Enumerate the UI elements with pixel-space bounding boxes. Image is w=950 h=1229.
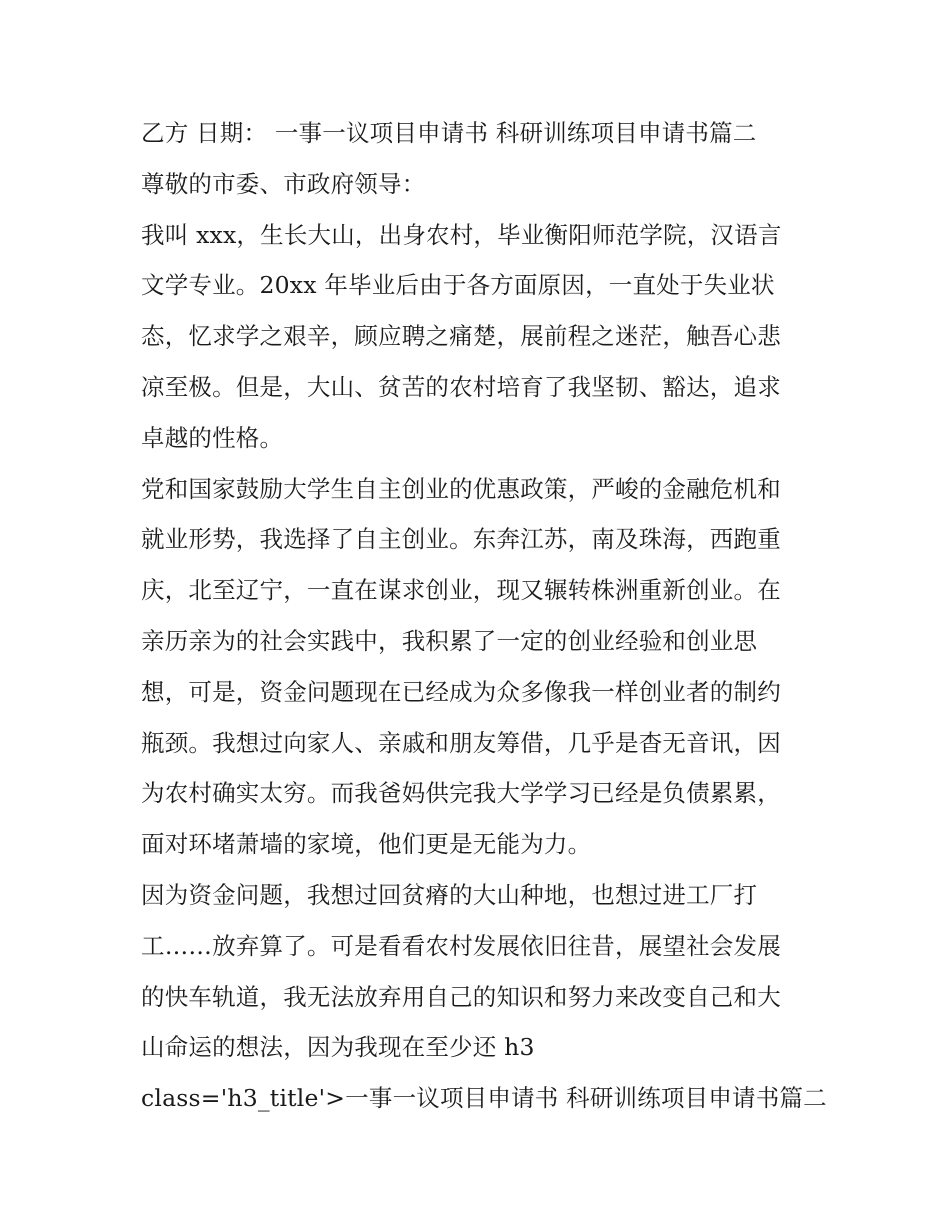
text-line: 凉至极。但是，大山、贫苦的农村培育了我坚韧、豁达，追求 xyxy=(141,372,781,401)
text-line: 乙方 日期： 一事一议项目申请书 科研训练项目申请书篇二 xyxy=(141,119,757,147)
text-line: 尊敬的市委、市政府领导： xyxy=(141,169,426,198)
text-line: 就业形势，我选择了自主创业。东奔江苏，南及珠海，西跑重 xyxy=(141,525,781,554)
text-line: 卓越的性格。 xyxy=(141,423,284,452)
text-line: 面对环堵萧墙的家境，他们更是无能为力。 xyxy=(141,830,592,859)
text-line: 工……放弃算了。可是看看农村发展依旧往昔，展望社会发展 xyxy=(141,931,781,960)
text-line: 文学专业。20xx 年毕业后由于各方面原因，一直处于失业状 xyxy=(141,271,775,300)
text-line: 我叫 xxx，生长大山，出身农村，毕业衡阳师范学院，汉语言 xyxy=(141,220,782,249)
text-line: 山命运的想法，因为我现在至少还 h3 xyxy=(141,1033,535,1062)
text-line: class='h3_title'>一事一议项目申请书 科研训练项目申请书篇二 xyxy=(141,1084,827,1113)
text-line: 为农村确实太穷。而我爸妈供完我大学学习已经是负债累累， xyxy=(141,779,781,808)
text-line: 态，忆求学之艰辛，顾应聘之痛楚，展前程之迷茫，触吾心悲 xyxy=(141,322,781,351)
text-line: 瓶颈。我想过向家人、亲戚和朋友筹借，几乎是杳无音讯，因 xyxy=(141,728,781,757)
text-line: 的快车轨道，我无法放弃用自己的知识和努力来改变自己和大 xyxy=(141,982,781,1011)
body-text xyxy=(141,108,827,1124)
text-line: 党和国家鼓励大学生自主创业的优惠政策，严峻的金融危机和 xyxy=(141,474,781,503)
text-line: 想，可是，资金问题现在已经成为众多像我一样创业者的制约 xyxy=(141,677,781,706)
text-line: 庆，北至辽宁，一直在谋求创业，现又辗转株洲重新创业。在 xyxy=(141,576,781,605)
text-line: 因为资金问题，我想过回贫瘠的大山种地，也想过进工厂打 xyxy=(141,880,758,909)
text-line: 亲历亲为的社会实践中，我积累了一定的创业经验和创业思 xyxy=(141,626,758,655)
